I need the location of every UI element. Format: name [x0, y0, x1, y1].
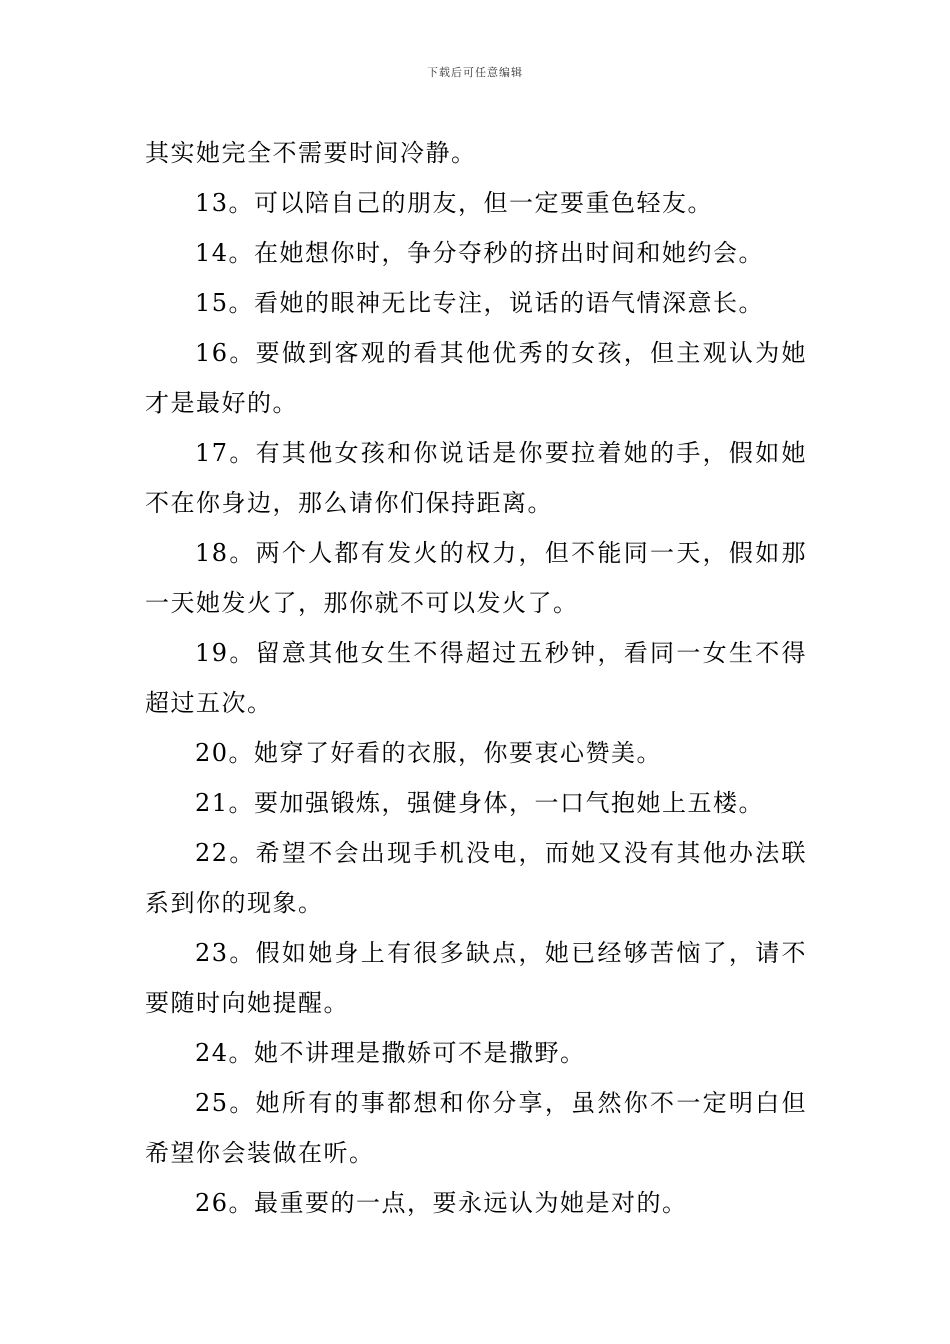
list-item-26: 26。最重要的一点，要永远认为她是对的。: [195, 1189, 688, 1217]
list-item-22: 22。希望不会出现手机没电，而她又没有其他办法联系到你的现象。: [145, 839, 807, 917]
list-item-17: 17。有其他女孩和你说话是你要拉着她的手，假如她不在你身边，那么请你们保持距离。: [145, 439, 807, 517]
list-item-23: 23。假如她身上有很多缺点，她已经够苦恼了，请不要随时向她提醒。: [145, 939, 807, 1017]
list-item-16: 16。要做到客观的看其他优秀的女孩，但主观认为她才是最好的。: [145, 339, 807, 417]
list-item-19: 19。留意其他女生不得超过五秒钟，看同一女生不得超过五次。: [145, 639, 807, 717]
list-item-25: 25。她所有的事都想和你分享，虽然你不一定明白但希望你会装做在听。: [145, 1089, 807, 1167]
list-item-14: 14。在她想你时，争分夺秒的挤出时间和她约会。: [195, 239, 765, 267]
list-item-20: 20。她穿了好看的衣服，你要衷心赞美。: [195, 739, 663, 767]
list-item-24: 24。她不讲理是撒娇可不是撒野。: [195, 1039, 586, 1067]
list-item-18: 18。两个人都有发火的权力，但不能同一天，假如那一天她发火了，那你就不可以发火了。: [145, 539, 807, 617]
document-body: [145, 128, 807, 1228]
list-item-21: 21。要加强锻炼，强健身体，一口气抱她上五楼。: [195, 789, 765, 817]
paragraph-continuation: 其实她完全不需要时间冷静。: [145, 139, 477, 167]
list-item-13: 13。可以陪自己的朋友，但一定要重色轻友。: [195, 189, 714, 217]
page-header: 下载后可任意编辑: [427, 66, 523, 79]
list-item-15: 15。看她的眼神无比专注，说话的语气情深意长。: [195, 289, 765, 317]
